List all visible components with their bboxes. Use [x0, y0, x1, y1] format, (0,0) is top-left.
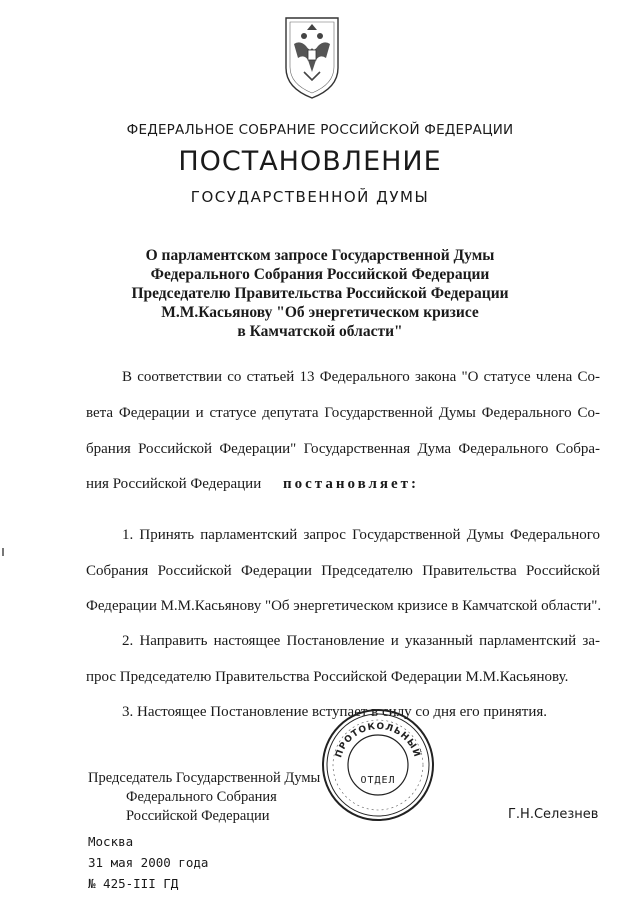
resolves-word: постановляет: — [282, 476, 420, 492]
item-1-line: Федерации М.М.Касьянову "Об энергетическом кризисе в Камчатской области". — [86, 598, 602, 614]
item-3-line: 3. Настоящее Постановление вступает в силу со дня его принятия. — [122, 704, 548, 720]
heading-line: в Камчатской области" — [237, 323, 403, 340]
item-1-line: Собрания Российской Федерации Председателю Правительства Российской — [86, 563, 600, 579]
margin-tick — [2, 548, 4, 556]
coat-of-arms-emblem-icon — [280, 14, 344, 100]
preamble-final-line — [86, 476, 600, 493]
stamp-arc-text: ПРОТОКОЛЬНЫЙ — [334, 721, 422, 760]
heading-line: М.М.Касьянову "Об энергетическом кризисе — [161, 304, 479, 321]
signatory-title — [88, 769, 320, 826]
assembly-heading: ФЕДЕРАЛЬНОЕ СОБРАНИЕ РОССИЙСКОЙ ФЕДЕРАЦИИ — [126, 122, 514, 138]
preamble-line: брания Российской Федерации" Государственная Дума Федерального Собра- — [86, 441, 600, 457]
round-stamp-icon — [318, 705, 438, 825]
signatory-title-line: Председатель Государственной Думы — [88, 770, 321, 786]
signatory-title-line: Федерального Собрания — [126, 789, 277, 805]
heading-line: Федерального Собрания Российской Федерации — [150, 266, 490, 283]
heading-line: Председателю Правительства Российской Федерации — [131, 285, 509, 302]
svg-text:ПРОТОКОЛЬНЫЙ — [334, 722, 423, 759]
document-issuer-subtitle: ГОСУДАРСТВЕННОЙ ДУМЫ — [190, 188, 430, 206]
preamble-line-text: ния Российской Федерации — [86, 476, 262, 492]
item-2-line: 2. Направить настоящее Постановление и указанный парламентский за- — [122, 633, 600, 649]
preamble-line: вета Федерации и статусе депутата Государственной Думы Федерального Со- — [86, 405, 600, 421]
heading-line: О парламентском запросе Государственной Думы — [145, 247, 495, 264]
resolution-subject-heading — [110, 246, 530, 341]
signatory-name: Г.Н.Селезнев — [508, 807, 599, 822]
preamble-line: В соответствии со статьей 13 Федерального закона "О статусе члена Со- — [122, 369, 600, 385]
item-1-line: 1. Принять парламентский запрос Государственной Думы Федерального — [122, 527, 600, 543]
document-number-text: № 425-III ГД — [88, 876, 179, 891]
item-2-line: прос Председателю Правительства Российской Федерации М.М.Касьянову. — [86, 669, 569, 685]
place-text: Москва — [88, 834, 134, 849]
signatory-title-line: Российской Федерации — [126, 808, 270, 824]
document-type-title: ПОСТАНОВЛЕНИЕ — [178, 146, 442, 177]
document-meta — [88, 831, 208, 894]
date-text: 31 мая 2000 года — [88, 855, 209, 870]
stamp-center-text: ОТДЕЛ — [360, 775, 396, 786]
